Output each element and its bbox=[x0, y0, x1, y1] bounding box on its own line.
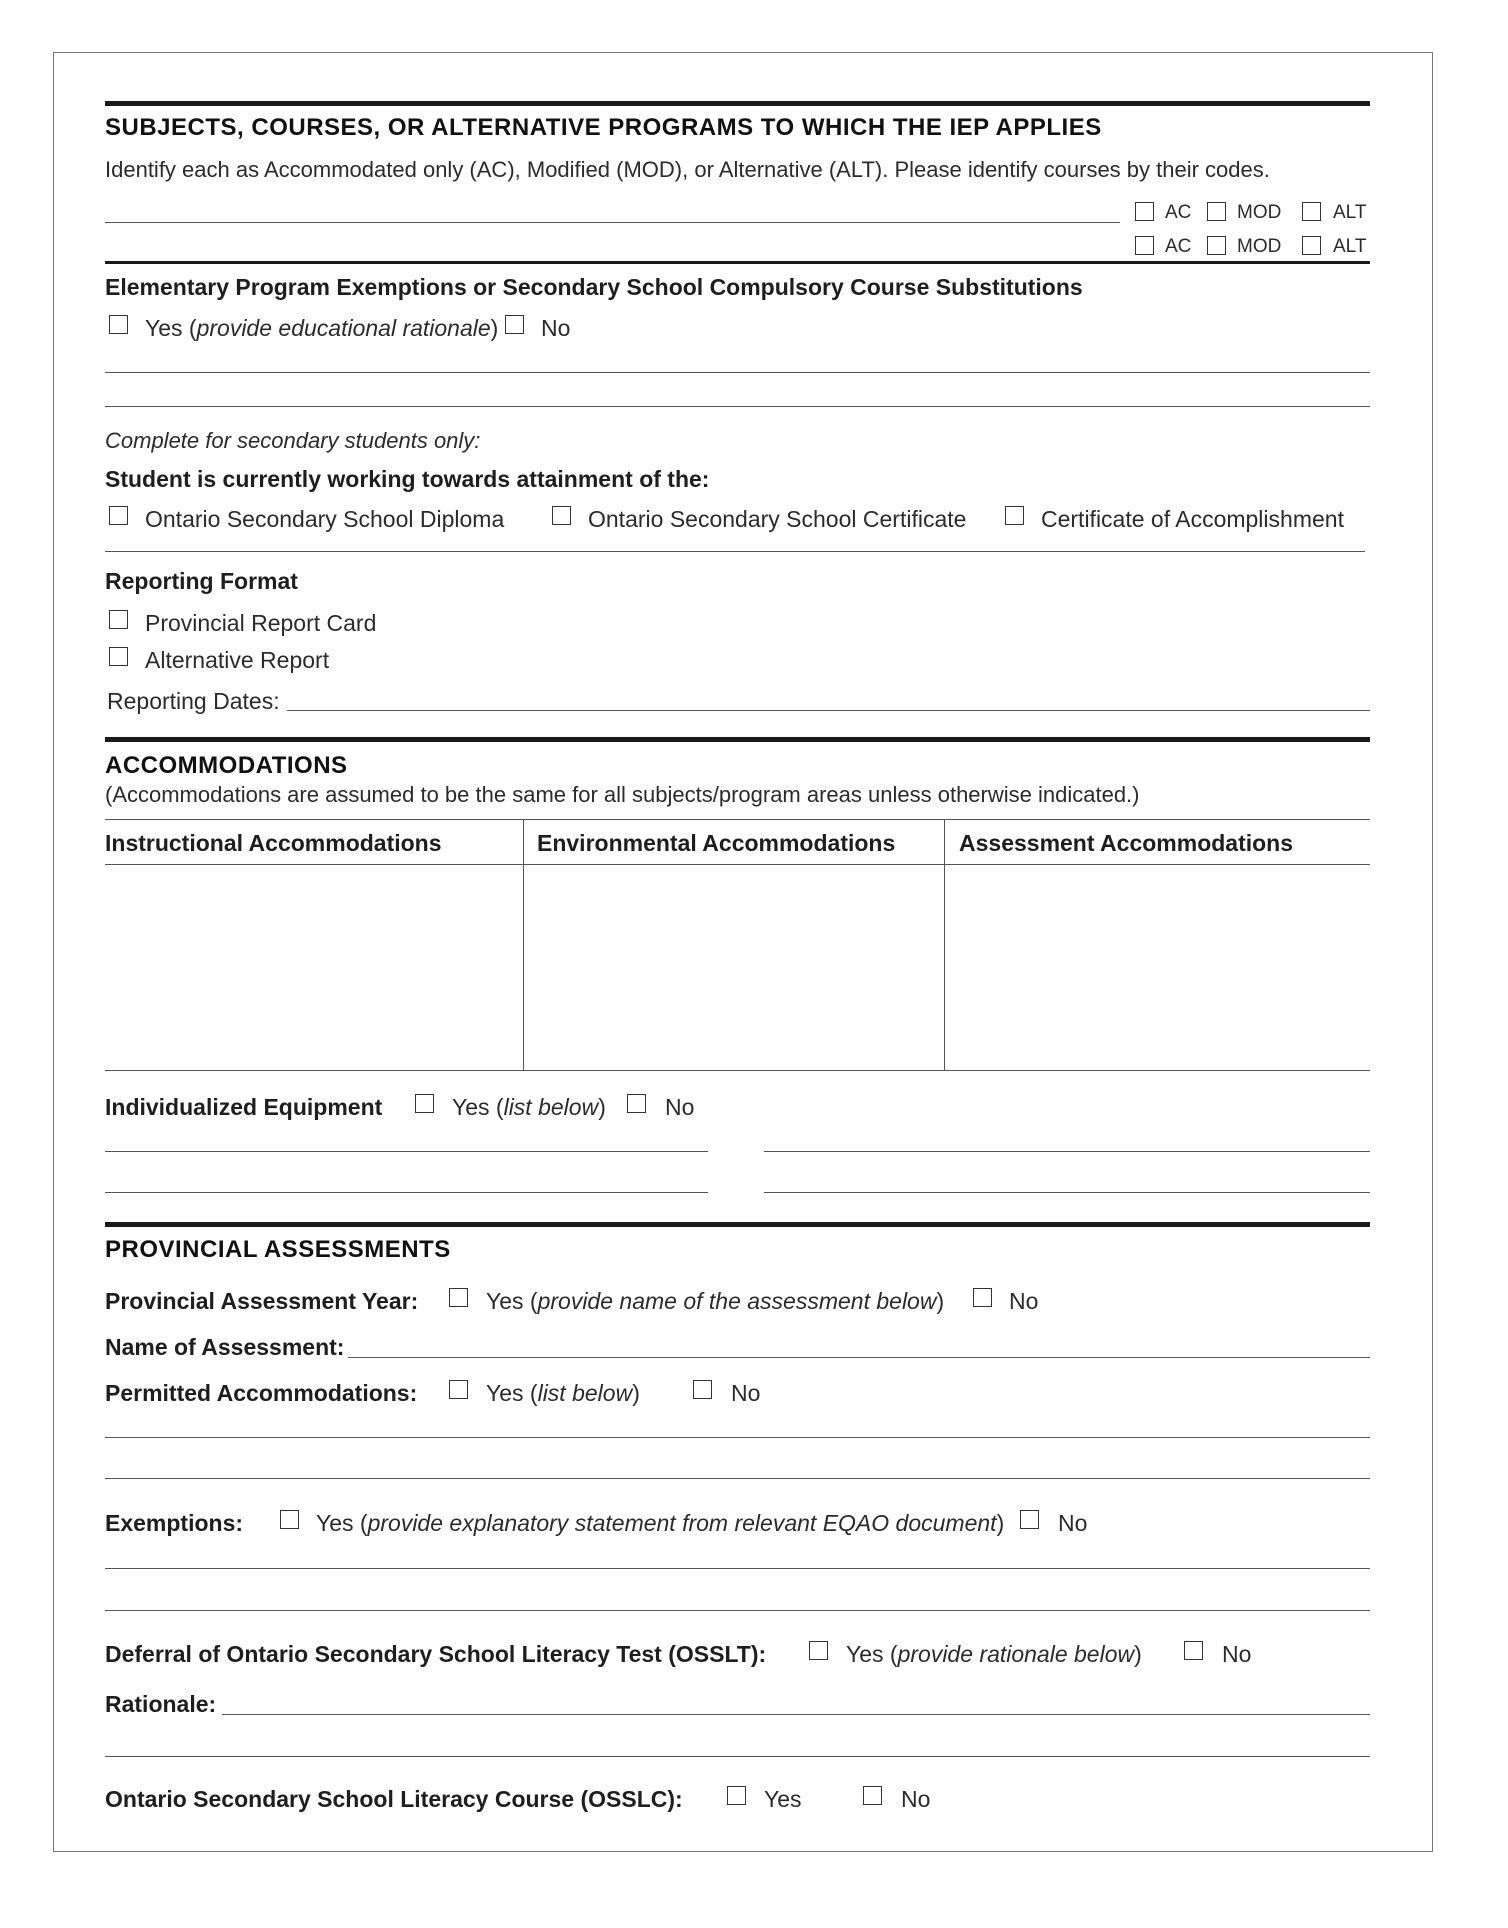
exemptions-line[interactable] bbox=[105, 1610, 1370, 1611]
accommodations-heading: ACCOMMODATIONS bbox=[105, 752, 348, 779]
osslt-yes-label: Yes (provide rationale below) bbox=[846, 1641, 1142, 1667]
alt-label: ALT bbox=[1333, 236, 1367, 257]
permitted-no-checkbox[interactable] bbox=[693, 1380, 712, 1399]
osslc-label: Ontario Secondary School Literacy Course (OSSLC): bbox=[105, 1786, 683, 1812]
section-divider bbox=[105, 261, 1370, 264]
permitted-accommodations-label: Permitted Accommodations: bbox=[105, 1380, 418, 1406]
osslt-no-checkbox[interactable] bbox=[1184, 1641, 1203, 1660]
exemptions-line[interactable] bbox=[105, 1568, 1370, 1569]
permitted-line[interactable] bbox=[105, 1437, 1370, 1438]
assessment-name-field[interactable] bbox=[348, 1357, 1370, 1358]
alternative-report-checkbox[interactable] bbox=[109, 647, 128, 666]
no-label: No bbox=[541, 315, 571, 341]
equipment-line[interactable] bbox=[764, 1192, 1370, 1193]
alt-label: ALT bbox=[1333, 202, 1367, 223]
permitted-no-label: No bbox=[731, 1380, 761, 1406]
accommodations-note: (Accommodations are assumed to be the same for all subjects/program areas unless otherwise indicated.) bbox=[105, 782, 1140, 807]
exemptions-yes-checkbox[interactable] bbox=[280, 1510, 299, 1529]
ac-label: AC bbox=[1165, 202, 1192, 223]
alternative-report-label: Alternative Report bbox=[145, 647, 330, 673]
reporting-heading: Reporting Format bbox=[105, 568, 298, 594]
table-bottom-rule bbox=[105, 1070, 1370, 1071]
report-card-label: Provincial Report Card bbox=[145, 610, 377, 636]
environmental-header: Environmental Accommodations bbox=[537, 830, 896, 856]
course-line[interactable] bbox=[105, 222, 1120, 223]
section-divider bbox=[105, 1222, 1370, 1227]
exemptions-no-label: No bbox=[1058, 1510, 1088, 1536]
ac-label: AC bbox=[1165, 236, 1192, 257]
ac-checkbox[interactable] bbox=[1135, 202, 1154, 221]
environmental-cell[interactable] bbox=[524, 865, 944, 1070]
certificate-checkbox[interactable] bbox=[552, 506, 571, 525]
permitted-yes-label: Yes (list below) bbox=[486, 1380, 640, 1406]
assessment-header: Assessment Accommodations bbox=[959, 830, 1294, 856]
no-checkbox[interactable] bbox=[505, 315, 524, 334]
yes-label: Yes (provide educational rationale) bbox=[145, 315, 499, 341]
mod-label: MOD bbox=[1237, 202, 1282, 223]
osslc-no-checkbox[interactable] bbox=[863, 1786, 882, 1805]
exemptions-heading: Elementary Program Exemptions or Secondary School Compulsory Course Substitutions bbox=[105, 274, 1083, 300]
accomplishment-label: Certificate of Accomplishment bbox=[1041, 506, 1344, 532]
diploma-label: Ontario Secondary School Diploma bbox=[145, 506, 505, 532]
report-card-checkbox[interactable] bbox=[109, 610, 128, 629]
equipment-line[interactable] bbox=[105, 1151, 708, 1152]
year-yes-label: Yes (provide name of the assessment below) bbox=[486, 1288, 945, 1314]
provincial-heading: PROVINCIAL ASSESSMENTS bbox=[105, 1236, 451, 1263]
permitted-line[interactable] bbox=[105, 1478, 1370, 1479]
section-divider bbox=[105, 737, 1370, 742]
ac-checkbox[interactable] bbox=[1135, 236, 1154, 255]
reporting-dates-label: Reporting Dates: bbox=[107, 688, 280, 714]
assessment-year-label: Provincial Assessment Year: bbox=[105, 1288, 419, 1314]
equipment-line[interactable] bbox=[764, 1151, 1370, 1152]
osslc-yes-label: Yes bbox=[764, 1786, 802, 1812]
subjects-instructions: Identify each as Accommodated only (AC), Modified (MOD), or Alternative (ALT). Please identify courses by their codes. bbox=[105, 157, 1270, 182]
instructional-cell[interactable] bbox=[105, 865, 523, 1070]
table-top-rule bbox=[105, 819, 1370, 820]
reporting-dates-field[interactable] bbox=[287, 710, 1370, 711]
yes-checkbox[interactable] bbox=[109, 315, 128, 334]
year-no-label: No bbox=[1009, 1288, 1039, 1314]
assessment-cell[interactable] bbox=[945, 865, 1370, 1070]
rationale-line[interactable] bbox=[105, 406, 1370, 407]
rationale-line[interactable] bbox=[105, 372, 1370, 373]
instructional-header: Instructional Accommodations bbox=[105, 830, 442, 856]
equipment-yes-label: Yes (list below) bbox=[452, 1094, 606, 1120]
exemptions-label: Exemptions: bbox=[105, 1510, 244, 1536]
osslc-no-label: No bbox=[901, 1786, 931, 1812]
year-no-checkbox[interactable] bbox=[973, 1288, 992, 1307]
exemptions-no-checkbox[interactable] bbox=[1020, 1510, 1039, 1529]
assessment-name-label: Name of Assessment: bbox=[105, 1334, 345, 1360]
alt-checkbox[interactable] bbox=[1302, 236, 1321, 255]
equipment-label: Individualized Equipment bbox=[105, 1094, 383, 1120]
alt-checkbox[interactable] bbox=[1302, 202, 1321, 221]
mod-label: MOD bbox=[1237, 236, 1282, 257]
secondary-heading: Student is currently working towards attainment of the: bbox=[105, 466, 710, 492]
equipment-no-checkbox[interactable] bbox=[627, 1094, 646, 1113]
rationale-line[interactable] bbox=[105, 1756, 1370, 1757]
permitted-yes-checkbox[interactable] bbox=[449, 1380, 468, 1399]
osslt-no-label: No bbox=[1222, 1641, 1252, 1667]
rationale-label: Rationale: bbox=[105, 1691, 217, 1717]
equipment-yes-checkbox[interactable] bbox=[415, 1094, 434, 1113]
mod-checkbox[interactable] bbox=[1207, 202, 1226, 221]
osslt-yes-checkbox[interactable] bbox=[809, 1641, 828, 1660]
certificate-label: Ontario Secondary School Certificate bbox=[588, 506, 967, 532]
mod-checkbox[interactable] bbox=[1207, 236, 1226, 255]
exemptions-yes-label: Yes (provide explanatory statement from relevant EQAO document) bbox=[316, 1510, 1005, 1536]
year-yes-checkbox[interactable] bbox=[449, 1288, 468, 1307]
divider bbox=[105, 551, 1365, 552]
osslc-yes-checkbox[interactable] bbox=[727, 1786, 746, 1805]
section-divider bbox=[105, 101, 1370, 106]
subjects-heading: SUBJECTS, COURSES, OR ALTERNATIVE PROGRAMS TO WHICH THE IEP APPLIES bbox=[105, 114, 1102, 141]
osslt-label: Deferral of Ontario Secondary School Literacy Test (OSSLT): bbox=[105, 1641, 767, 1667]
accomplishment-checkbox[interactable] bbox=[1005, 506, 1024, 525]
rationale-field[interactable] bbox=[222, 1714, 1370, 1715]
diploma-checkbox[interactable] bbox=[109, 506, 128, 525]
equipment-line[interactable] bbox=[105, 1192, 708, 1193]
equipment-no-label: No bbox=[665, 1094, 695, 1120]
secondary-note: Complete for secondary students only: bbox=[105, 428, 481, 453]
